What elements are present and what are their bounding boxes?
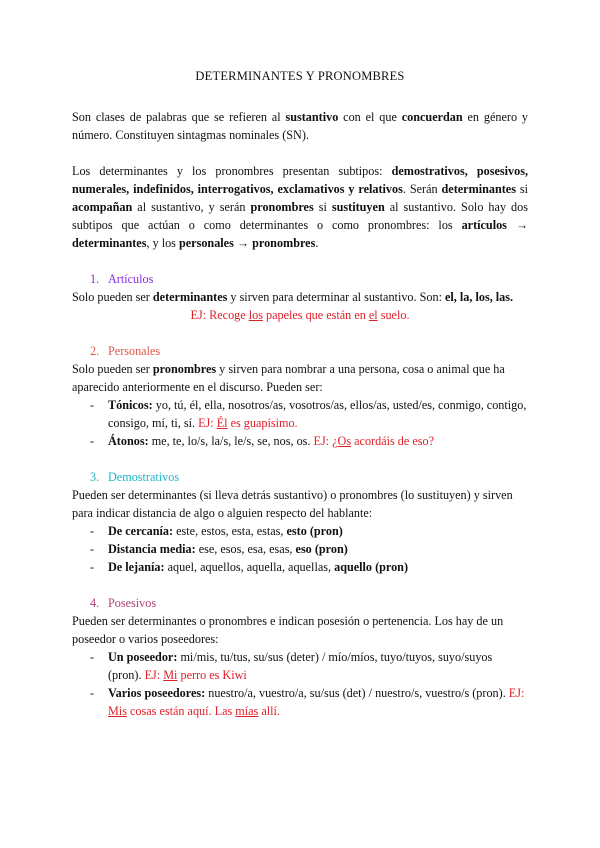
text-run: Los determinantes y los pronombres presentan subtipos: [72, 164, 392, 178]
bold-text: aquello (pron) [334, 560, 409, 574]
section-heading-posesivos [72, 594, 528, 612]
text-run: con el que [338, 110, 402, 124]
underlined-text: Mis [108, 704, 127, 718]
section-text-posesivos [72, 612, 528, 648]
section-number: 3. [90, 470, 100, 484]
list-item [72, 684, 528, 720]
list-item [72, 432, 528, 450]
text-run: cosas están aquí. Las [126, 704, 236, 718]
example [198, 416, 298, 430]
section-number: 1. [90, 272, 100, 286]
section-title: Posesivos [108, 596, 157, 610]
text-run: ese, esos, esa, esas, [195, 542, 296, 556]
text-run: Pueden ser determinantes (si lleva detrás sustantivo) o pronombres (lo sustituyen) y sirven para indicar distancia de algo o alguien respecto del hablante: [72, 488, 513, 520]
bold-text: demostrativos, posesivos, numerales, indefinidos, interrogativos, exclamativos y relativos [72, 164, 529, 196]
text-run: Solo pueden ser [72, 290, 153, 304]
text-run: , y los [146, 236, 179, 250]
text-run: es guapísimo. [227, 416, 298, 430]
text-run: y sirven para nombrar a una persona, cosa o animal que ha aparecido anteriormente en el discurso. Pueden ser: [72, 362, 505, 394]
underlined-text: Mi [163, 668, 178, 682]
text-run: EJ: Recoge [190, 308, 249, 322]
bold-text: el, la, los, las. [445, 290, 514, 304]
bold-text: De lejanía: [108, 560, 165, 574]
section-text-demostrativos [72, 486, 528, 522]
bold-text: eso (pron) [295, 542, 348, 556]
bold-text: pronombres [250, 200, 314, 214]
text-run: yo, tú, él, ella, nosotros/as, vosotros/as, ellos/as, usted/es, conmigo, contigo, consigo, mí, ti, sí. [108, 398, 527, 430]
list-posesivos [72, 648, 528, 720]
section-number: 4. [90, 596, 100, 610]
section-title: Demostrativos [108, 470, 180, 484]
text-run: aquel, aquellos, aquella, aquellas, [164, 560, 335, 574]
intro-paragraph-1 [72, 108, 528, 144]
text-run: al sustantivo, y serán [132, 200, 251, 214]
section-heading-personales [72, 342, 528, 360]
list-item [72, 396, 528, 432]
bold-text: Tónicos: [108, 398, 153, 412]
bold-text: determinantes [152, 290, 228, 304]
section-title: Personales [108, 344, 161, 358]
text-run: EJ: ¿ [313, 434, 338, 448]
section-text-personales [72, 360, 528, 396]
text-run: suelo. [377, 308, 410, 322]
bold-text: esto (pron) [286, 524, 343, 538]
section-heading-demostrativos [72, 468, 528, 486]
bold-text: personales → pronombres [178, 236, 316, 250]
bold-text: sustantivo [285, 110, 339, 124]
example [145, 668, 247, 682]
bold-text: pronombres [152, 362, 217, 376]
document-page [72, 66, 528, 720]
section-title: Artículos [108, 272, 154, 286]
list-item [72, 558, 528, 576]
bold-text: Distancia media: [108, 542, 196, 556]
list-item [72, 540, 528, 558]
text-run: EJ: [144, 668, 164, 682]
text-run: Son clases de palabras que se refieren al [72, 110, 286, 124]
text-run: mi/mis, tu/tus, su/sus (deter) / mío/míos, tuyo/tuyos, suyo/suyos (pron). [108, 650, 493, 682]
text-run: Pueden ser determinantes o pronombres e indican posesión o pertenencia. Los hay de un poseedor o varios poseedores: [72, 614, 504, 646]
text-run: papeles que están en [262, 308, 369, 322]
text-run: perro es Kiwi [177, 668, 247, 682]
underlined-text: los [248, 308, 263, 322]
underlined-text: Os [337, 434, 352, 448]
text-run: en género y número. Constituyen sintagmas nominales (SN). [72, 110, 528, 142]
example-articulos [72, 306, 528, 324]
text-run: allí. [258, 704, 280, 718]
text-run: y sirven para determinar al sustantivo. Son: [227, 290, 446, 304]
bold-text: concuerdan [401, 110, 463, 124]
text-run: Solo pueden ser [72, 362, 153, 376]
list-personales [72, 396, 528, 450]
text-run: . [315, 236, 319, 250]
underlined-text: Él [216, 416, 228, 430]
document-title: DETERMINANTES Y PRONOMBRES [195, 69, 405, 83]
text-run: acordáis de eso? [351, 434, 434, 448]
bold-text: De cercanía: [108, 524, 174, 538]
bold-text: acompañan [72, 200, 133, 214]
section-text-articulos [72, 288, 528, 306]
bold-text: artículos → determinantes [72, 218, 529, 250]
text-run: me, te, lo/s, la/s, le/s, se, nos, os. [148, 434, 314, 448]
text-run: si [515, 182, 529, 196]
section-heading-articulos [72, 270, 528, 288]
section-number: 2. [90, 344, 100, 358]
text-run: si [313, 200, 332, 214]
underlined-text: mías [235, 704, 259, 718]
text-run: nuestro/a, vuestro/a, su/sus (det) / nuestro/s, vuestro/s (pron). [205, 686, 509, 700]
text-run: este, estos, esta, estas, [173, 524, 287, 538]
text-run: al sustantivo. Solo hay dos subtipos que actúan o como determinantes o como pronombres: los [72, 200, 528, 232]
text-run: EJ: [198, 416, 217, 430]
bold-text: Átonos: [108, 434, 149, 448]
underlined-text: el [368, 308, 378, 322]
bold-text: Un poseedor: [108, 650, 178, 664]
bold-text: Varios poseedores: [108, 686, 206, 700]
bold-text: determinantes [441, 182, 516, 196]
example [314, 434, 434, 448]
text-run: EJ: [508, 686, 525, 700]
list-demostrativos [72, 522, 528, 576]
bold-text: sustituyen [331, 200, 385, 214]
text-run: . Serán [402, 182, 442, 196]
list-item [72, 648, 528, 684]
intro-paragraph-2 [72, 162, 528, 252]
list-item [72, 522, 528, 540]
